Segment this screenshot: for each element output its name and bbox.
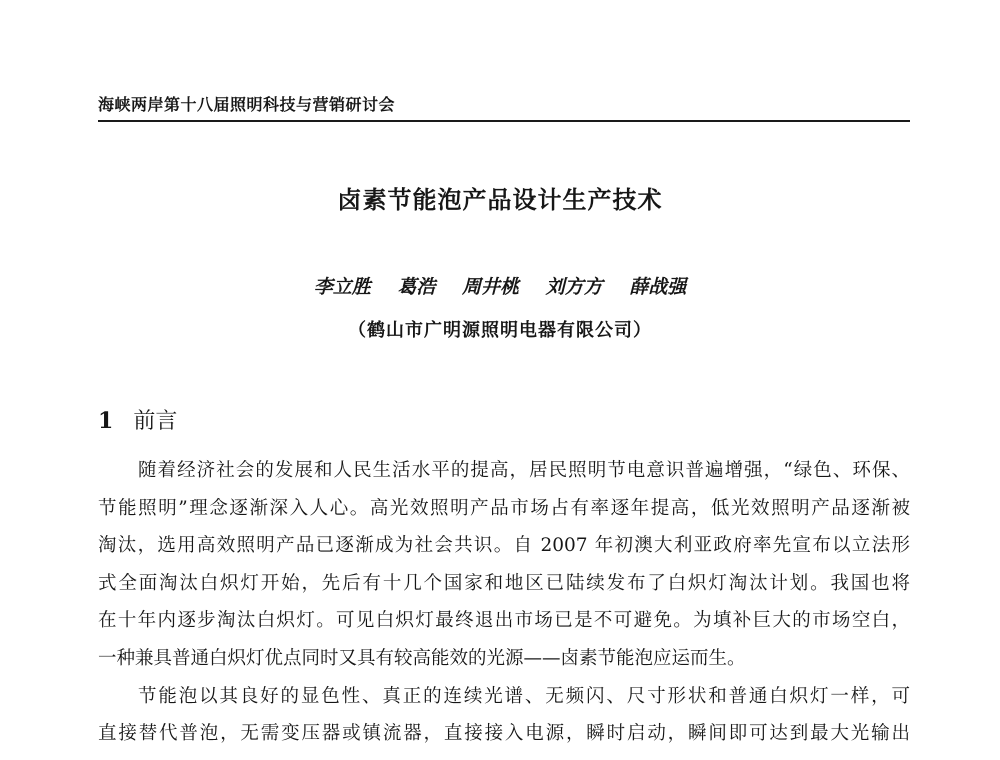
section-number: 1 <box>98 408 114 434</box>
paragraph-line: 在十年内逐步淘汰白炽灯。可见白炽灯最终退出市场已是不可避免。为填补巨大的市场空白， <box>98 610 910 632</box>
paragraph-line: 随着经济社会的发展和人民生活水平的提高，居民照明节电意识普遍增强，“绿色、环保、 <box>138 460 910 481</box>
section-heading <box>98 404 177 435</box>
author-name: 葛浩 <box>397 276 436 298</box>
header-rule <box>98 120 910 122</box>
running-header: 海峡两岸第十八届照明科技与营销研讨会 <box>98 95 396 114</box>
paragraph-line: 淘汰，选用高效照明产品已逐渐成为社会共识。自 2007 年初澳大利亚政府率先宣布以立法形 <box>98 535 910 557</box>
author-list <box>0 272 1000 299</box>
paragraph-line: 节能照明”理念逐渐深入人心。高光效照明产品市场占有率逐年提高，低光效照明产品逐渐被 <box>98 497 910 519</box>
author-name: 李立胜 <box>313 276 371 298</box>
paragraph-line: 式全面淘汰白炽灯开始，先后有十几个国家和地区已陆续发布了白炽灯淘汰计划。我国也将 <box>98 572 910 594</box>
paper-title: 卤素节能泡产品设计生产技术 <box>337 186 663 214</box>
section-title: 前言 <box>133 409 178 434</box>
paragraph-line: 节能泡以其良好的显色性、真正的连续光谱、无频闪、尺寸形状和普通白炽灯一样，可 <box>138 685 910 707</box>
author-name: 刘方方 <box>545 276 603 298</box>
paragraph-line: 直接替代普泡，无需变压器或镇流器，直接接入电源，瞬时启动，瞬间即可达到最大光输出 <box>98 723 910 745</box>
body-text <box>98 452 910 753</box>
author-name: 薛战强 <box>629 276 687 298</box>
affiliation: （鹤山市广明源照明电器有限公司） <box>348 320 652 341</box>
paragraph-line: 一种兼具普通白炽灯优点同时又具有较高能效的光源——卤素节能泡应运而生。 <box>98 647 746 669</box>
author-name: 周井桃 <box>461 276 519 298</box>
